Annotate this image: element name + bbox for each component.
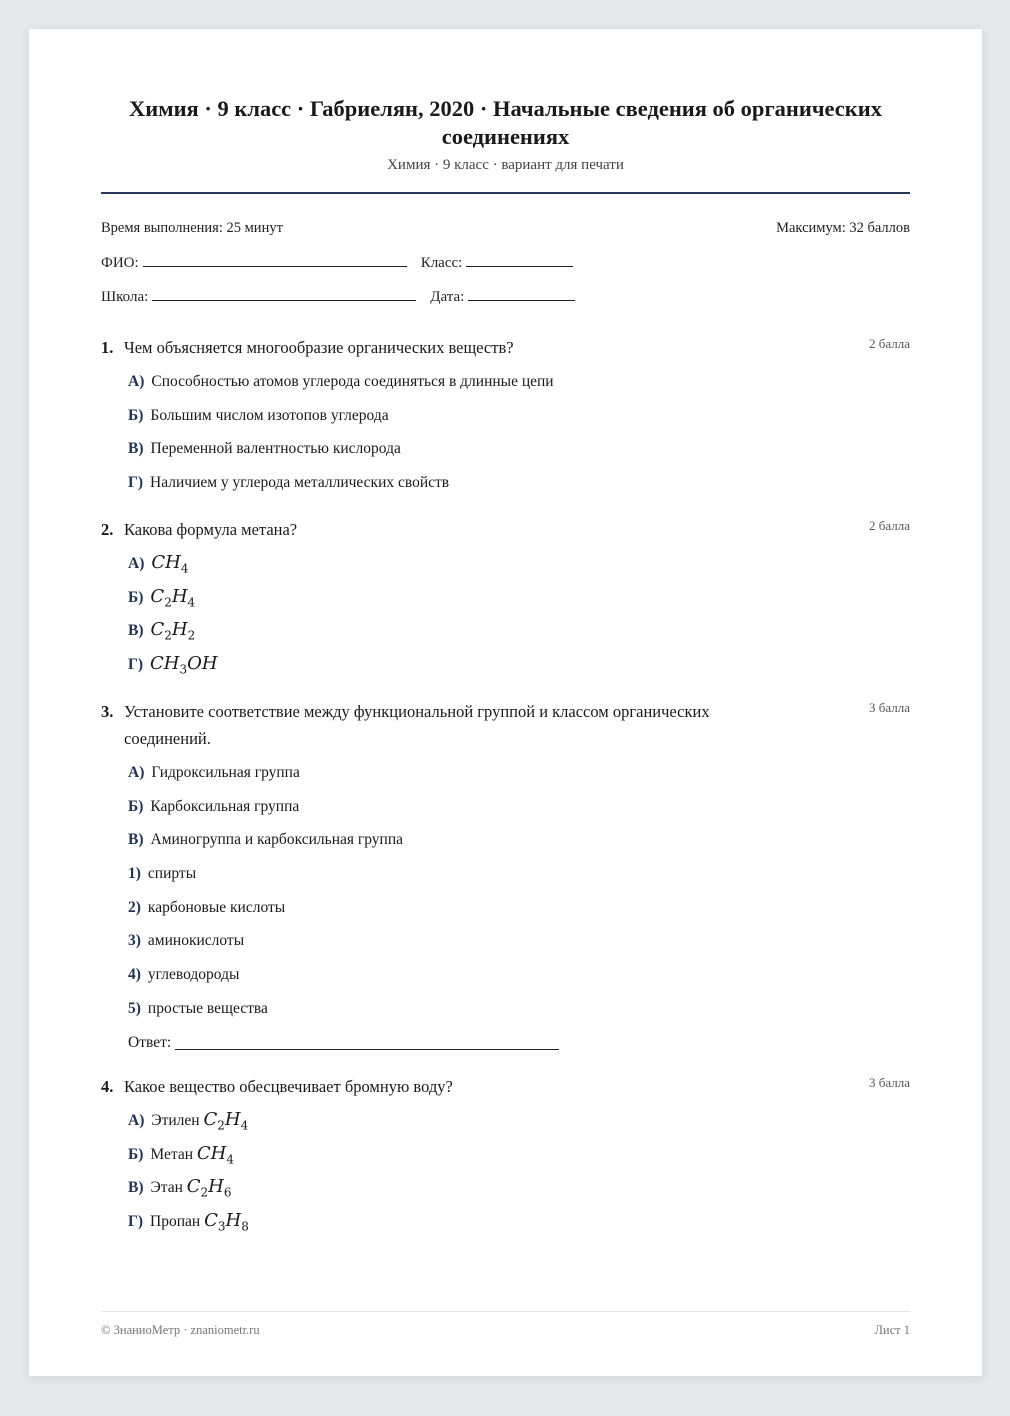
question-number: 4. — [101, 1077, 114, 1096]
option-g[interactable]: Г) $CH_3OH$ — [128, 653, 218, 677]
school-field[interactable] — [152, 286, 416, 301]
option-b[interactable]: Б) $C_2H_4$ — [128, 585, 196, 610]
class-label: Класс: — [420, 255, 463, 271]
answer-row — [128, 1026, 910, 1060]
school-date-row — [101, 286, 589, 306]
header-divider — [101, 192, 910, 194]
question-number: 2. — [101, 520, 114, 539]
option-g[interactable]: Г) Наличием у углерода металлических свойств — [128, 473, 450, 491]
formula: $CH_3OH$ — [150, 653, 218, 677]
match-item-5[interactable]: 5) простые вещества — [128, 999, 268, 1017]
fio-class-row — [101, 252, 587, 272]
option-v[interactable]: В) Этан $C_2H_6$ — [128, 1176, 232, 1201]
answer-label: Ответ: — [128, 1033, 172, 1051]
question-text: Установите соответствие между функциональной группой и классом органических соединений. — [124, 702, 710, 748]
time-limit: Время выполнения: 25 минут — [101, 220, 283, 236]
option-list — [128, 756, 910, 1026]
page-subtitle: Химия · 9 класс · вариант для печати — [387, 157, 624, 173]
option-a[interactable]: А) $CH_4$ — [128, 552, 189, 576]
max-score: Максимум: 32 баллов — [776, 220, 910, 236]
option-g[interactable]: Г) Пропан $C_3H_8$ — [128, 1210, 249, 1234]
question-text: Какое вещество обесцвечивает бромную воду? — [124, 1077, 453, 1096]
page-title: Химия · 9 класс · Габриелян, 2020 · Начальные сведения об органических соединениях — [129, 96, 882, 149]
question-4 — [101, 1073, 910, 1239]
fio-label: ФИО: — [101, 255, 139, 271]
question-number: 3. — [101, 702, 114, 721]
class-field[interactable] — [466, 252, 573, 267]
question-text: Чем объясняется многообразие органических веществ? — [124, 338, 514, 357]
question-points: 2 балла — [869, 336, 910, 351]
formula: $CH_4$ — [151, 552, 189, 576]
fio-field[interactable] — [143, 252, 407, 267]
date-label: Дата: — [430, 289, 465, 305]
option-a[interactable]: А) Этилен $C_2H_4$ — [128, 1109, 249, 1133]
footer-divider — [101, 1311, 910, 1312]
answer-field[interactable] — [175, 1035, 559, 1050]
formula: $C_2H_2$ — [150, 619, 196, 644]
question-points: 3 балла — [869, 1075, 910, 1090]
option-v[interactable]: В) Переменной валентностью кислорода — [128, 440, 401, 458]
question-points: 3 балла — [869, 700, 910, 715]
question-points: 2 балла — [869, 518, 910, 533]
match-item-1[interactable]: 1) спирты — [128, 864, 197, 882]
formula: $C_2H_4$ — [150, 585, 196, 610]
option-v[interactable]: В) $C_2H_2$ — [128, 619, 196, 644]
formula: $C_2H_6$ — [186, 1176, 232, 1201]
option-a[interactable]: А) Гидроксильная группа — [128, 763, 300, 781]
option-b[interactable]: Б) Метан $CH_4$ — [128, 1142, 235, 1167]
option-list — [128, 365, 910, 500]
formula: $C_2H_4$ — [203, 1109, 249, 1133]
school-label: Школа: — [101, 289, 149, 305]
match-item-3[interactable]: 3) аминокислоты — [128, 932, 245, 950]
option-b[interactable]: Б) Большим числом изотопов углерода — [128, 406, 389, 424]
match-item-4[interactable]: 4) углеводороды — [128, 965, 240, 983]
footer-page-number: Лист 1 — [874, 1323, 910, 1337]
formula: $C_3H_8$ — [204, 1210, 249, 1234]
question-2 — [101, 516, 910, 682]
option-b[interactable]: Б) Карбоксильная группа — [128, 797, 300, 815]
question-1 — [101, 334, 910, 500]
match-item-2[interactable]: 2) карбоновые кислоты — [128, 898, 286, 916]
formula: $CH_4$ — [196, 1142, 235, 1167]
option-v[interactable]: В) Аминогруппа и карбоксильная группа — [128, 831, 403, 849]
date-field[interactable] — [468, 286, 575, 301]
question-number: 1. — [101, 338, 114, 357]
footer-copyright: © ЗнаниоМетр · znaniometr.ru — [101, 1323, 260, 1337]
question-text: Какова формула метана? — [124, 520, 298, 539]
option-list — [128, 547, 910, 682]
option-list — [128, 1104, 910, 1239]
worksheet-page — [29, 29, 982, 1376]
option-a[interactable]: А) Способностью атомов углерода соединяться в длинные цепи — [128, 372, 554, 390]
question-3 — [101, 698, 910, 1060]
